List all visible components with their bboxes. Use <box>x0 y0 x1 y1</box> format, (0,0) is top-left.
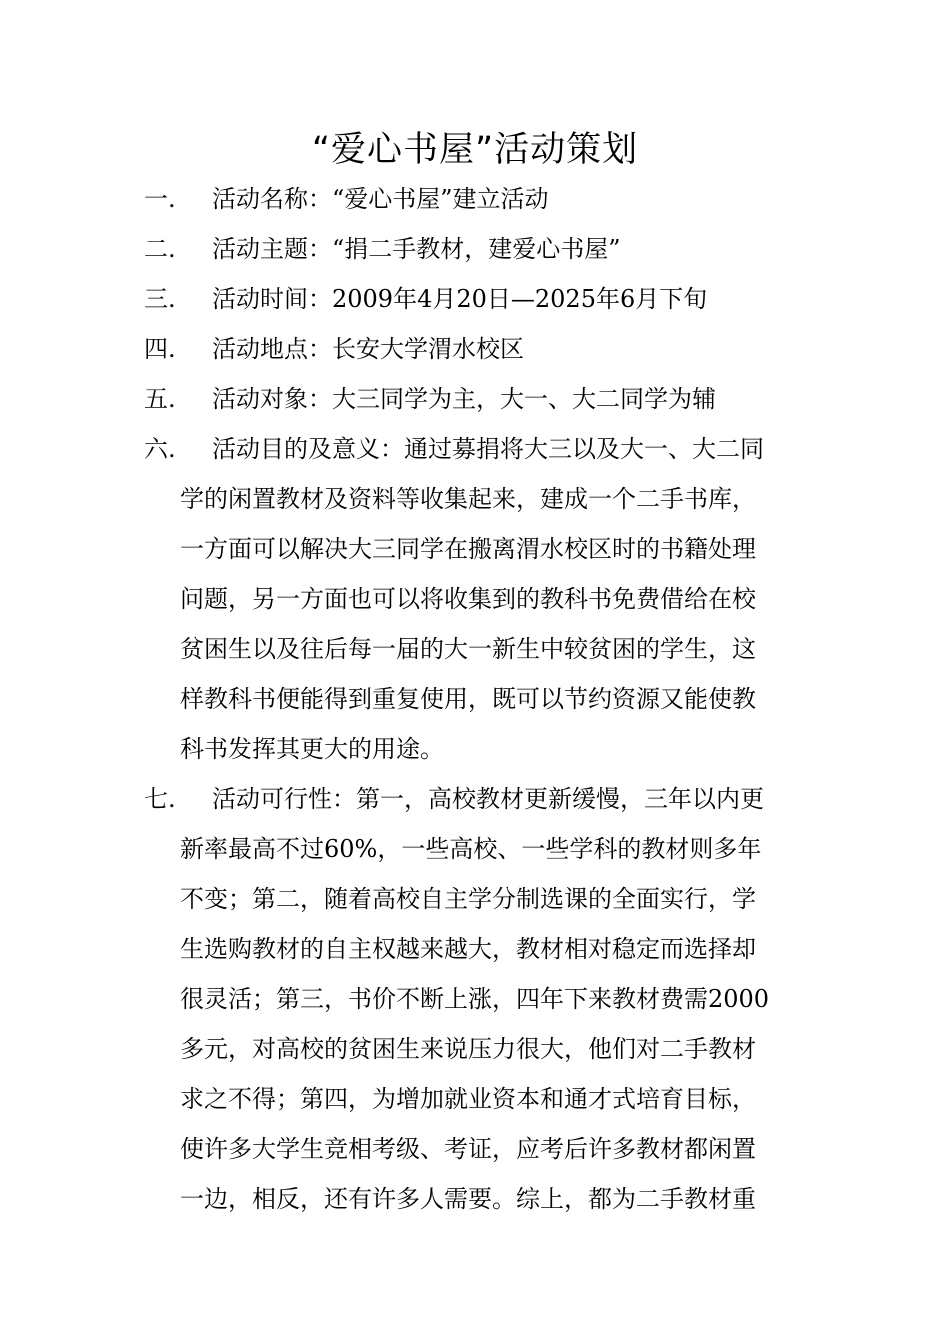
paragraph-line: 使许多大学生竞相考级、考证，应考后许多教材都闲置 <box>180 1135 756 1163</box>
paragraph-line: 求之不得；第四，为增加就业资本和通才式培育目标， <box>180 1085 756 1113</box>
item-text: 活动对象：大三同学为主，大一、大二同学为辅 <box>212 385 716 413</box>
paragraph-line: 贫困生以及往后每一届的大一新生中较贫困的学生，这 <box>180 635 756 663</box>
paragraph-line: 问题，另一方面也可以将收集到的教科书免费借给在校 <box>180 585 756 613</box>
paragraph-line: 生选购教材的自主权越来越大，教材相对稳定而选择却 <box>180 935 756 963</box>
paragraph-line: 学的闲置教材及资料等收集起来，建成一个二手书库， <box>180 485 756 513</box>
paragraph-line: 一方面可以解决大三同学在搬离渭水校区时的书籍处理 <box>180 535 756 563</box>
list-item-purpose <box>144 424 824 774</box>
paragraph-line: 活动目的及意义：通过募捐将大三以及大一、大二同 <box>212 435 764 463</box>
paragraph-line: 很灵活；第三，书价不断上涨，四年下来教材费需2000 <box>180 985 770 1013</box>
paragraph-line: 一边，相反，还有许多人需要。综上，都为二手教材重 <box>180 1185 756 1213</box>
item-number: 五. <box>144 385 176 413</box>
paragraph-line: 科书发挥其更大的用途。 <box>180 735 444 763</box>
item-text: 活动时间：2009年4月20日—2025年6月下旬 <box>212 285 708 313</box>
paragraph-line: 多元，对高校的贫困生来说压力很大，他们对二手教材 <box>180 1035 756 1063</box>
item-number: 三. <box>144 285 176 313</box>
paragraph-line: 样教科书便能得到重复使用，既可以节约资源又能使教 <box>180 685 756 713</box>
item-number: 七. <box>144 785 176 813</box>
item-number: 四. <box>144 335 176 363</box>
paragraph-line: 新率最高不过60%，一些高校、一些学科的教材则多年 <box>180 835 762 863</box>
item-text: 活动名称：“爱心书屋”建立活动 <box>212 185 549 213</box>
paragraph-line: 不变；第二，随着高校自主学分制选课的全面实行，学 <box>180 885 756 913</box>
item-number: 二. <box>144 235 176 263</box>
paragraph-line: 活动可行性：第一，高校教材更新缓慢，三年以内更 <box>212 785 764 813</box>
item-number: 六. <box>144 435 176 463</box>
document-title: “爱心书屋”活动策划 <box>311 130 639 170</box>
item-text: 活动地点：长安大学渭水校区 <box>212 335 524 363</box>
item-text: 活动主题：“捐二手教材，建爱心书屋” <box>212 235 621 263</box>
item-number: 一. <box>144 185 176 213</box>
list-item-feasibility <box>144 774 824 1224</box>
